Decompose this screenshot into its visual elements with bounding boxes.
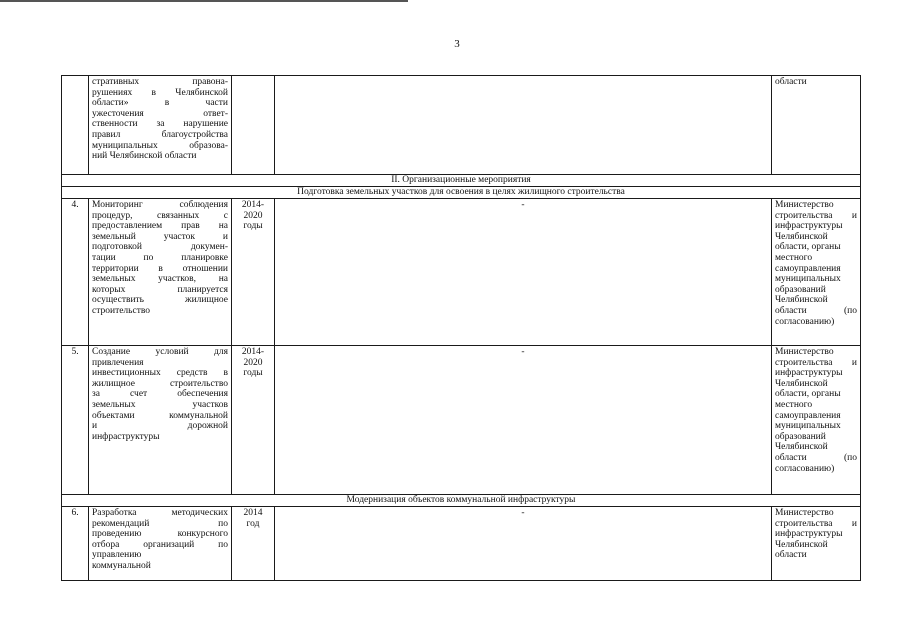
period-cell: 2014- 2020 годы [232,346,275,495]
result-cell [275,76,772,175]
subsection-title: Модернизация объектов коммунальной инфраструктуры [62,495,861,507]
table-row [62,199,861,346]
executor-cell: Министерство строительства и инфраструктуры Челябинской области, органы местного самоуправления муниципальных образований Челябинской области (по согласованию) [772,346,861,495]
result-cell: - [275,507,772,581]
measures-table [61,75,861,581]
period-cell: 2014- 2020 годы [232,199,275,346]
subsection-heading-row [62,187,861,199]
measure-name-cell: Мониторинг соблюдения процедур, связанных с предоставлением прав на земельный участок и подготовкой докумен- тации по планировке территории в отношении земельных участков, на которых планируется осуществить жилищное строительство [89,199,232,346]
row-number-cell: 5. [62,346,89,495]
measure-name-cell: Разработка методических рекомендаций по проведению конкурсного отбора организаций по управлению коммунальной [89,507,232,581]
period-cell [232,76,275,175]
row-number-cell: 6. [62,507,89,581]
measure-name-cell: стративных правона- рушениях в Челябинской области» в части ужесточения ответ- ственности за нарушение правил благоустройства муниципальных образова- ний Челябинской области [89,76,232,175]
table-row [62,346,861,495]
result-cell: - [275,199,772,346]
measure-name-cell: Создание условий для привлечения инвестиционных средств в жилищное строительство за счет обеспечения земельных участков объектами коммунальной и дорожной инфраструктуры [89,346,232,495]
subsection-heading-row [62,495,861,507]
period-cell: 2014 год [232,507,275,581]
executor-cell: Министерство строительства и инфраструктуры Челябинской области [772,507,861,581]
executor-cell: области [772,76,861,175]
header-rule [0,0,408,2]
subsection-title: Подготовка земельных участков для освоения в целях жилищного строительства [62,187,861,199]
table-row [62,507,861,581]
executor-cell: Министерство строительства и инфраструктуры Челябинской области, органы местного самоуправления муниципальных образований Челябинской области (по согласованию) [772,199,861,346]
row-number-cell: 4. [62,199,89,346]
table-row [62,76,861,175]
section-heading-row [62,175,861,187]
section-title: II. Организационные мероприятия [62,175,861,187]
page-number: 3 [454,38,460,50]
result-cell: - [275,346,772,495]
row-number-cell [62,76,89,175]
